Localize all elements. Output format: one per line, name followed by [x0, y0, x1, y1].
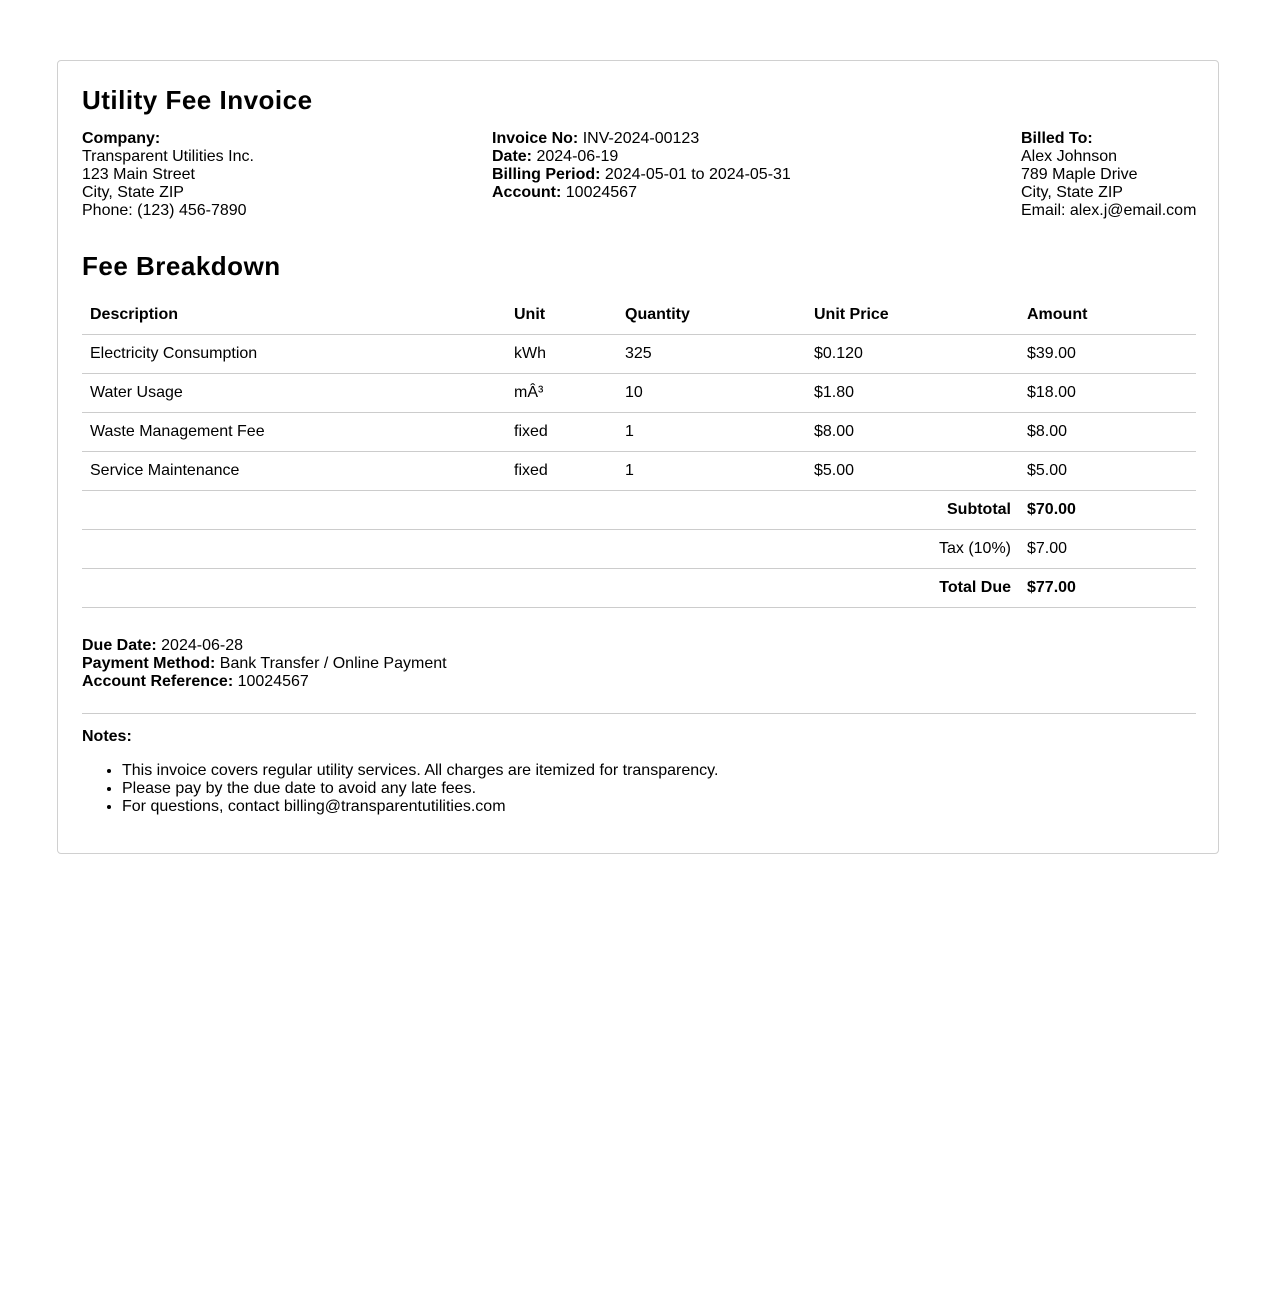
- customer-city: City, State ZIP: [1021, 184, 1123, 201]
- column-header-unit: Unit: [506, 296, 617, 335]
- page-title: Utility Fee Invoice: [82, 85, 313, 115]
- divider: [82, 713, 1196, 714]
- billed-to-label: Billed To:: [1021, 130, 1093, 147]
- company-city: City, State ZIP: [82, 184, 184, 201]
- company-name: Transparent Utilities Inc.: [82, 148, 254, 165]
- total-label: Total Due: [82, 569, 1019, 608]
- note-item: • This invoice covers regular utility services. All charges are itemized for transparency.: [122, 762, 718, 780]
- subtotal-value: $70.00: [1019, 491, 1196, 530]
- note-item: • For questions, contact billing@transparentutilities.com: [122, 798, 718, 816]
- account-number: Account: 10024567: [492, 184, 637, 201]
- company-label: Company:: [82, 130, 161, 147]
- notes-list: [82, 762, 718, 816]
- table-header-row: [82, 296, 1196, 335]
- fee-breakdown-heading: Fee Breakdown: [82, 251, 281, 281]
- tax-value: $7.00: [1019, 530, 1196, 569]
- invoice-card: [57, 60, 1219, 854]
- tax-label: Tax (10%): [82, 530, 1019, 569]
- company-phone: Phone: (123) 456-7890: [82, 202, 247, 219]
- column-header-quantity: Quantity: [617, 296, 806, 335]
- subtotal-row: [82, 491, 1196, 530]
- invoice-info: [492, 130, 791, 202]
- customer-street: 789 Maple Drive: [1021, 166, 1138, 183]
- customer-email: Email: alex.j@email.com: [1021, 202, 1197, 219]
- total-value: $77.00: [1019, 569, 1196, 608]
- invoice-date: Date: 2024-06-19: [492, 148, 619, 165]
- table-row: Electricity Consumption kWh 325 $0.120 $39.00: [82, 335, 1196, 374]
- subtotal-label: Subtotal: [82, 491, 1019, 530]
- table-row: Water Usage mÂ³ 10 $1.80 $18.00: [82, 374, 1196, 413]
- billing-period: Billing Period: 2024-05-01 to 2024-05-31: [492, 166, 791, 183]
- notes-label: Notes:: [82, 728, 132, 745]
- account-reference: Account Reference: 10024567: [82, 673, 309, 690]
- billed-to-info: [1021, 130, 1196, 220]
- column-header-unit-price: Unit Price: [806, 296, 1019, 335]
- payment-info: [82, 637, 447, 691]
- payment-method: Payment Method: Bank Transfer / Online Payment: [82, 655, 447, 672]
- total-row: [82, 569, 1196, 608]
- company-info: [82, 130, 254, 220]
- column-header-amount: Amount: [1019, 296, 1196, 335]
- note-item: • Please pay by the due date to avoid any late fees.: [122, 780, 718, 798]
- customer-name: Alex Johnson: [1021, 148, 1118, 165]
- table-row: Service Maintenance fixed 1 $5.00 $5.00: [82, 452, 1196, 491]
- invoice-number: Invoice No: INV-2024-00123: [492, 130, 700, 147]
- column-header-description: Description: [82, 296, 506, 335]
- tax-row: [82, 530, 1196, 569]
- table-row: Waste Management Fee fixed 1 $8.00 $8.00: [82, 413, 1196, 452]
- due-date: Due Date: 2024-06-28: [82, 637, 243, 654]
- company-street: 123 Main Street: [82, 166, 195, 183]
- fee-table: [82, 296, 1196, 608]
